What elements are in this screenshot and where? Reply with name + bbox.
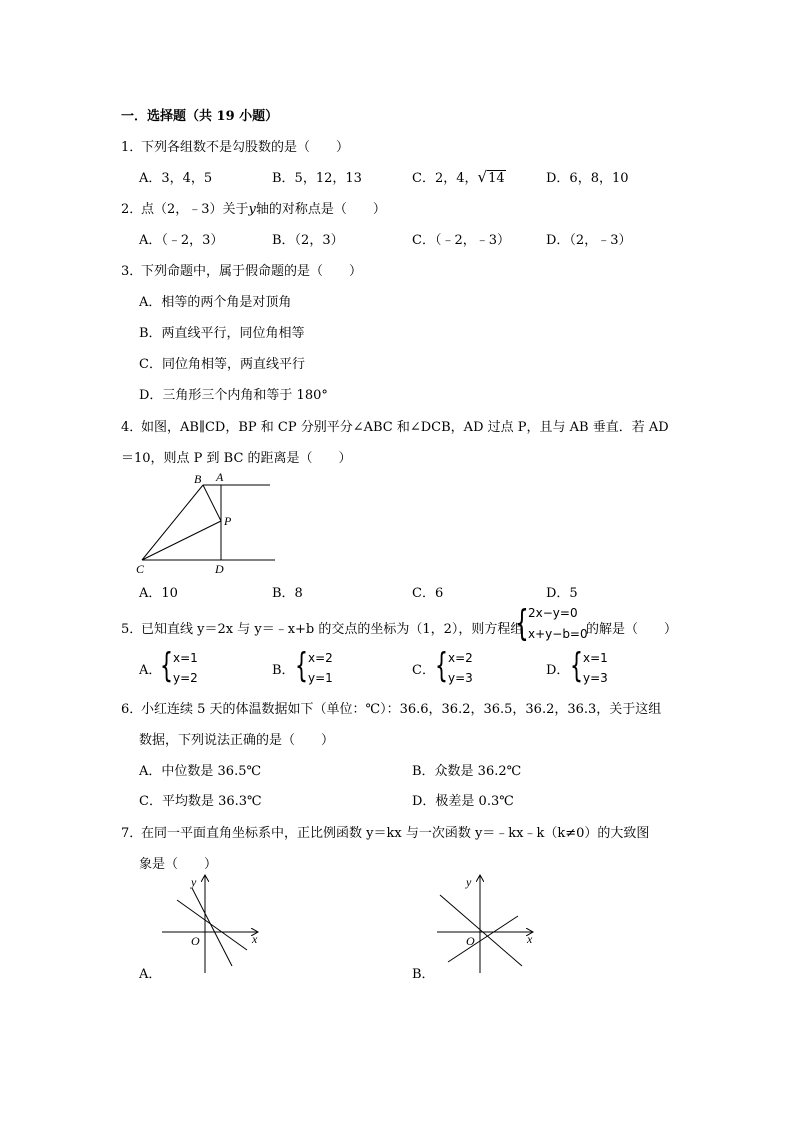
- brace-icon: {: [295, 646, 308, 686]
- question-number: 4．: [121, 420, 143, 435]
- y-axis-label: y: [191, 875, 197, 889]
- option-label: B．: [272, 663, 295, 678]
- option-c[interactable]: C．平均数是 36.3℃: [139, 794, 262, 809]
- option-a[interactable]: A．: [139, 967, 162, 982]
- option-b[interactable]: B．两直线平行，同位角相等: [139, 326, 305, 341]
- option-label: A．: [139, 663, 162, 678]
- brace-icon: {: [515, 603, 529, 644]
- option-a[interactable]: A．10: [139, 586, 178, 601]
- question-stem: 下列各组数不是勾股数的是（ ）: [141, 140, 350, 155]
- label-b: B: [194, 472, 202, 486]
- option-a[interactable]: A．相等的两个角是对顶角: [139, 295, 292, 310]
- question-stem-line2: ＝10，则点 P 到 BC 的距离是（ ）: [121, 451, 352, 466]
- equation-system: [528, 603, 588, 645]
- question-stem: 点（2，﹣3）关于y轴的对称点是（ ）: [141, 202, 386, 217]
- radicand: 14: [488, 171, 505, 186]
- question-number: 6．: [121, 702, 143, 717]
- option-a[interactable]: A．（﹣2，3）: [139, 233, 224, 248]
- option-a[interactable]: A．中位数是 36.5℃: [139, 764, 262, 779]
- option-c[interactable]: C．2，4，√14: [412, 168, 505, 186]
- option-label: D．: [546, 663, 570, 678]
- geometry-figure: [130, 468, 280, 578]
- question-stem-line2: 数据，下列说法正确的是（ ）: [139, 733, 335, 748]
- section-title: 一．选择题（共 19 小题）: [121, 109, 279, 124]
- option-c[interactable]: C．同位角相等，两直线平行: [139, 357, 305, 372]
- question-stem-line1: 小红连续 5 天的体温数据如下（单位：℃）：36.6，36.2，36.5，36.2，36.3，关于这组: [141, 702, 662, 717]
- sqrt-symbol: √14: [477, 168, 505, 186]
- origin-label: O: [191, 934, 200, 948]
- option-b[interactable]: B．8: [272, 586, 303, 601]
- x-axis-label: x: [527, 932, 533, 946]
- label-p: P: [224, 514, 232, 528]
- question-number: 1．: [121, 140, 143, 155]
- option-label: C．: [412, 663, 435, 678]
- brace-icon: {: [160, 646, 173, 686]
- question-number: 7．: [121, 826, 143, 841]
- equation-1: 2x−y=0: [528, 606, 578, 620]
- equation-2: x+y−b=0: [528, 627, 588, 641]
- option-d[interactable]: D．极差是 0.3℃: [412, 794, 514, 809]
- question-stem: 下列命题中，属于假命题的是（ ）: [141, 264, 363, 279]
- origin-label: O: [466, 934, 475, 948]
- option-c[interactable]: C．（﹣2，﹣3）: [412, 233, 510, 248]
- option-b[interactable]: B．众数是 36.2℃: [412, 764, 522, 779]
- brace-icon: {: [435, 646, 448, 686]
- option-d[interactable]: D．（2，﹣3）: [546, 233, 632, 248]
- label-d: D: [215, 562, 224, 576]
- option-d[interactable]: D．5: [546, 586, 578, 601]
- x-axis-label: x: [252, 932, 258, 946]
- option-d[interactable]: D．三角形三个内角和等于 180°: [139, 388, 328, 403]
- option-b[interactable]: B．: [412, 967, 435, 982]
- label-a: A: [216, 470, 224, 484]
- option-c[interactable]: C．6: [412, 586, 444, 601]
- graph-b: [430, 870, 545, 975]
- question-number: 3．: [121, 264, 143, 279]
- question-number: 2．: [121, 202, 143, 217]
- question-stem-end: 的解是（ ）: [586, 622, 678, 637]
- option-a[interactable]: A．3，4，5: [139, 171, 213, 186]
- label-c: C: [136, 562, 145, 576]
- option-b[interactable]: B．（2，3）: [272, 233, 344, 248]
- graph-a: [155, 870, 270, 975]
- option-b[interactable]: B．5，12，13: [272, 171, 362, 186]
- brace-icon: {: [570, 646, 583, 686]
- question-stem-line2: 象是（ ）: [139, 857, 218, 872]
- question-number: 5．: [121, 622, 143, 637]
- question-stem-line1: 在同一平面直角坐标系中，正比例函数 y＝kx 与一次函数 y＝﹣kx﹣k（k≠0）的大致图: [141, 826, 650, 841]
- question-stem: 已知直线 y＝2x 与 y＝﹣x+b 的交点的坐标为（1，2），则方程组: [141, 622, 524, 637]
- question-stem-line1: 如图，AB∥CD，BP 和 CP 分别平分∠ABC 和∠DCB，AD 过点 P，且与 AB 垂直．若 AD: [141, 420, 669, 435]
- option-d[interactable]: D．6，8，10: [546, 171, 629, 186]
- y-axis-label: y: [466, 875, 472, 889]
